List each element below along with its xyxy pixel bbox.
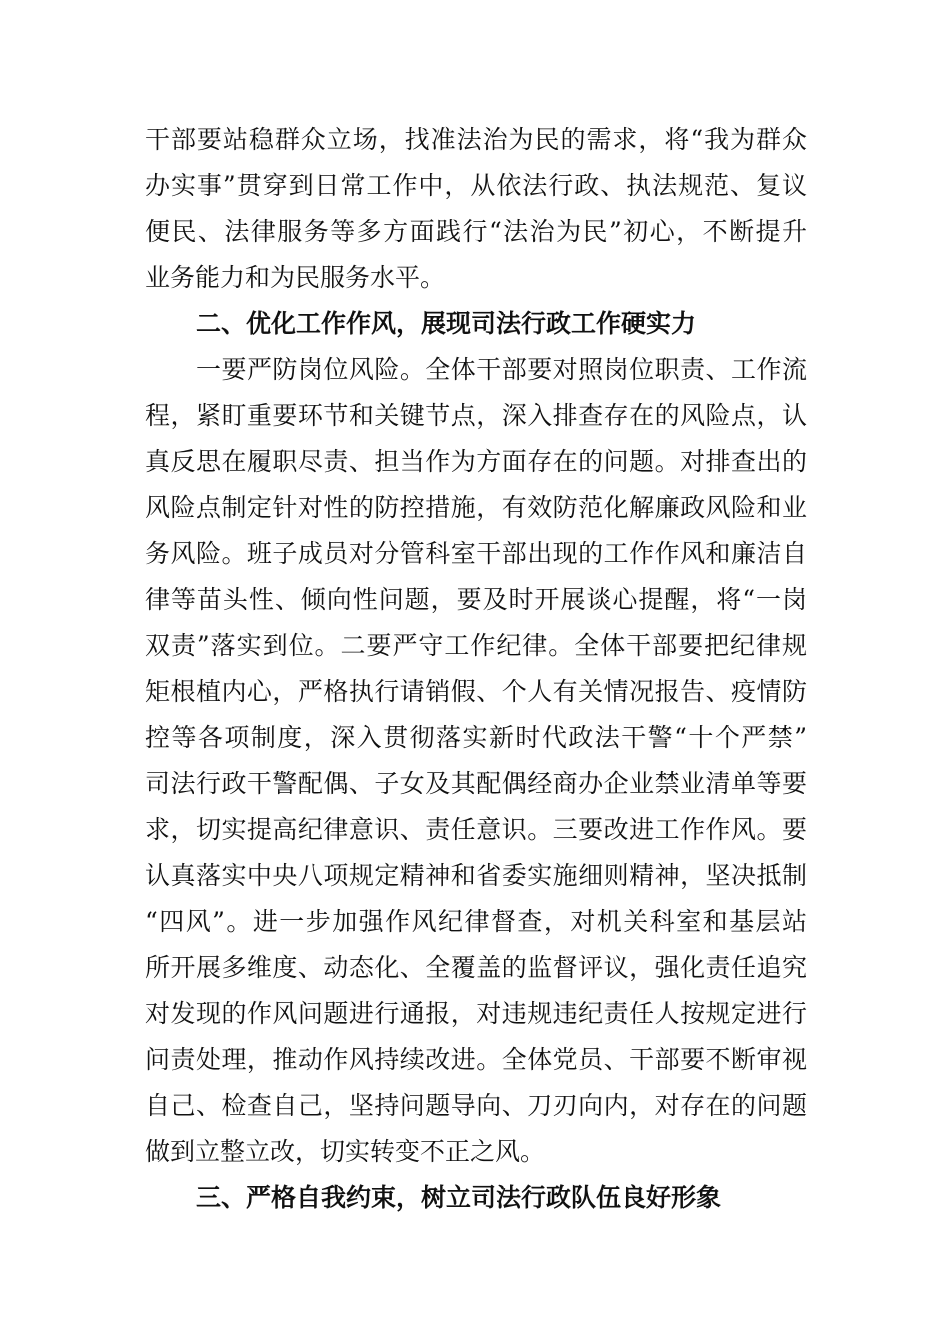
paragraph-2-line-7: 双责”落实到位。二要严守工作纪律。全体干部要把纪律规 (145, 631, 807, 660)
paragraph-2-line-6: 律等苗头性、倾向性问题，要及时开展谈心提醒，将“一岗 (145, 585, 807, 614)
paragraph-2-line-11: 求，切实提高纪律意识、责任意识。三要改进工作作风。要 (145, 815, 807, 844)
paragraph-2-line-15: 对发现的作风问题进行通报，对违规违纪责任人按规定进行 (145, 999, 807, 1028)
paragraph-2-line-17: 自己、检查自己，坚持问题导向、刀刃向内，对存在的问题 (145, 1091, 807, 1120)
paragraph-2-line-4: 风险点制定针对性的防控措施，有效防范化解廉政风险和业 (145, 493, 807, 522)
paragraph-2-line-1: 一要严防岗位风险。全体干部要对照岗位职责、工作流 (196, 355, 807, 384)
paragraph-2-line-8: 矩根植内心，严格执行请销假、个人有关情况报告、疫情防 (145, 677, 807, 706)
paragraph-2-line-12: 认真落实中央八项规定精神和省委实施细则精神，坚决抵制 (145, 861, 807, 890)
paragraph-2-line-2: 程，紧盯重要环节和关键节点，深入排查存在的风险点，认 (145, 401, 807, 430)
paragraph-2-line-16: 问责处理，推动作风持续改进。全体党员、干部要不断审视 (145, 1045, 807, 1074)
paragraph-2-line-5: 务风险。班子成员对分管科室干部出现的工作作风和廉洁自 (145, 539, 807, 568)
paragraph-2-line-18: 做到立整立改，切实转变不正之风。 (145, 1137, 546, 1166)
paragraph-2-line-9: 控等各项制度，深入贯彻落实新时代政法干警“十个严禁” (145, 723, 807, 752)
paragraph-2-line-3: 真反思在履职尽责、担当作为方面存在的问题。对排查出的 (145, 447, 807, 476)
paragraph-2-line-14: 所开展多维度、动态化、全覆盖的监督评议，强化责任追究 (145, 953, 807, 982)
paragraph-1-line-1: 干部要站稳群众立场，找准法治为民的需求，将“我为群众 (145, 125, 807, 154)
paragraph-1-line-3: 便民、法律服务等多方面践行“法治为民”初心，不断提升 (145, 217, 807, 246)
paragraph-2-line-10: 司法行政干警配偶、子女及其配偶经商办企业禁业清单等要 (145, 769, 807, 798)
paragraph-1-line-2: 办实事”贯穿到日常工作中，从依法行政、执法规范、复议 (145, 171, 807, 200)
paragraph-2-line-13: “四风”。进一步加强作风纪律督查，对机关科室和基层站 (145, 907, 807, 936)
section-heading-3: 三、严格自我约束，树立司法行政队伍良好形象 (196, 1183, 722, 1212)
paragraph-1-line-4: 业务能力和为民服务水平。 (145, 263, 446, 292)
section-heading-2: 二、优化工作作风，展现司法行政工作硬实力 (196, 309, 697, 338)
